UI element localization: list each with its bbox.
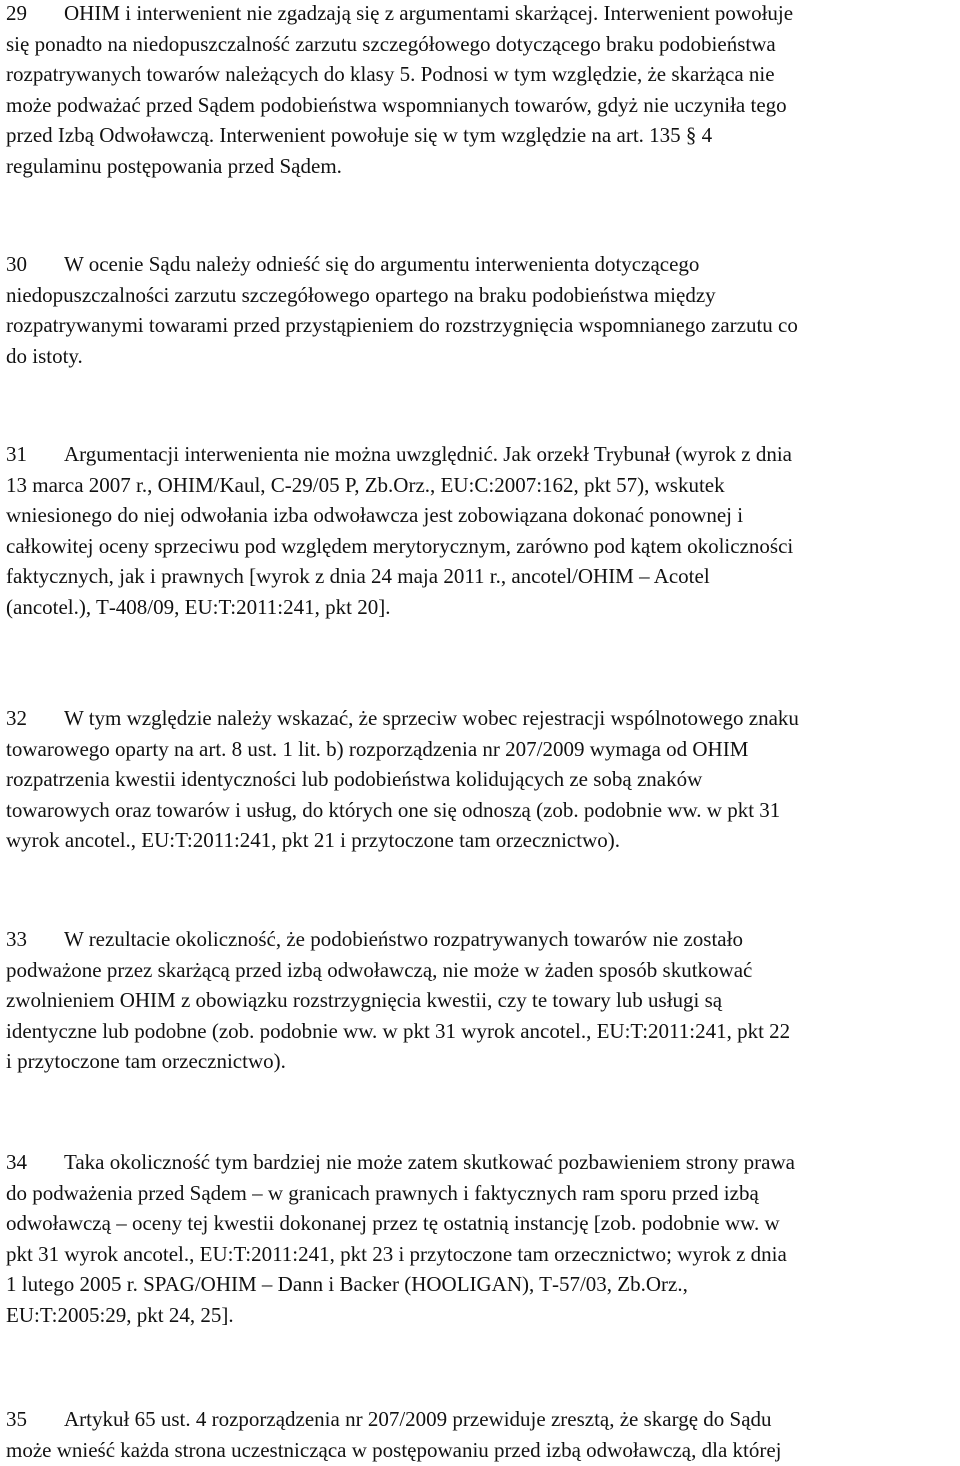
paragraph-text: OHIM i interwenient nie zgadzają się z argumentami skarżącej. Interwenient powołuje: [64, 1, 794, 25]
paragraph-29: [6, 0, 954, 181]
paragraph-line: EU:T:2005:29, pkt 24, 25].: [6, 1302, 234, 1327]
paragraph-number: 32: [6, 706, 27, 730]
paragraph-line: 13 marca 2007 r., OHIM/Kaul, C‑29/05 P, Zb.Orz., EU:C:2007:162, pkt 57), wskutek: [6, 472, 725, 497]
paragraph-line: wyrok ancotel., EU:T:2011:241, pkt 21 i przytoczone tam orzecznictwo).: [6, 828, 620, 852]
paragraph-33: [6, 924, 954, 1077]
paragraph-text: Taka okoliczność tym bardziej nie może zatem skutkować pozbawieniem strony prawa: [64, 1150, 795, 1174]
paragraph-line: identyczne lub podobne (zob. podobnie ww. w pkt 31 wyrok ancotel., EU:T:2011:241, pkt 22: [6, 1018, 791, 1043]
paragraph-31: [6, 439, 954, 622]
paragraph-line: zwolnieniem OHIM z obowiązku rozstrzygnięcia kwestii, czy te towary lub usługi są: [6, 988, 723, 1012]
paragraph-line: [6, 924, 954, 955]
paragraph-line: [6, 439, 954, 470]
paragraph-line: do istoty.: [6, 343, 83, 368]
paragraph-34: [6, 1147, 954, 1330]
paragraph-line: [6, 0, 954, 29]
paragraph-line: przed Izbą Odwoławczą. Interwenient powołuje się w tym względzie na art. 135 § 4: [6, 123, 713, 147]
paragraph-line: towarowego oparty na art. 8 ust. 1 lit. b) rozporządzenia nr 207/2009 wymaga od OHIM: [6, 736, 749, 761]
paragraph-line: odwoławczą – oceny tej kwestii dokonanej przez tę ostatnią instancję [zob. podobnie ww. w: [6, 1211, 780, 1235]
paragraph-text: Artykuł 65 ust. 4 rozporządzenia nr 207/2009 przewiduje zresztą, że skargę do Sądu: [64, 1407, 772, 1431]
paragraph-line: towarowych oraz towarów i usług, do których one się odnoszą (zob. podobnie ww. w pkt 31: [6, 797, 781, 822]
paragraph-line: [6, 1147, 954, 1178]
paragraph-text: Argumentacji interwenienta nie można uwzględnić. Jak orzekł Trybunał (wyrok z dnia: [64, 442, 792, 466]
paragraph-35: [6, 1404, 954, 1465]
paragraph-text: W ocenie Sądu należy odnieść się do argumentu interwenienta dotyczącego: [64, 252, 700, 276]
paragraph-line: może wnieść każda strona uczestnicząca w postępowaniu przed izbą odwoławczą, dla której: [6, 1437, 782, 1462]
paragraph-line: 1 lutego 2005 r. SPAG/OHIM – Dann i Backer (HOOLIGAN), T‑57/03, Zb.Orz.,: [6, 1272, 688, 1296]
paragraph-line: całkowitej oceny sprzeciwu pod względem merytorycznym, zarówno pod kątem okoliczności: [6, 533, 794, 558]
paragraph-line: [6, 703, 954, 734]
paragraph-number: 35: [6, 1407, 27, 1431]
paragraph-line: faktycznych, jak i prawnych [wyrok z dnia 24 maja 2011 r., ancotel/OHIM – Acotel: [6, 564, 710, 588]
paragraph-number: 29: [6, 1, 27, 25]
paragraph-line: rozpatrzenia kwestii identyczności lub podobieństwa kolidujących ze sobą znaków: [6, 767, 703, 791]
paragraph-line: [6, 59, 954, 90]
paragraph-32: [6, 703, 954, 856]
paragraph-line: rozpatrywanymi towarami przed przystąpieniem do rozstrzygnięcia wspomnianego zarzutu co: [6, 313, 798, 337]
paragraph-line: niedopuszczalności zarzutu szczegółowego opartego na braku podobieństwa między: [6, 282, 716, 307]
paragraph-number: 31: [6, 442, 27, 466]
paragraph-line: [6, 1404, 954, 1435]
paragraph-line: pkt 31 wyrok ancotel., EU:T:2011:241, pkt 23 i przytoczone tam orzecznictwo; wyrok z dnia: [6, 1241, 787, 1266]
paragraph-line: podważone przez skarżącą przed izbą odwoławczą, nie może w żaden sposób skutkować: [6, 957, 753, 982]
paragraph-line: [6, 249, 954, 280]
paragraph-line: do podważenia przed Sądem – w granicach prawnych i faktycznych ram sporu przed izbą: [6, 1180, 759, 1205]
paragraph-number: 30: [6, 252, 27, 276]
paragraph-text: W rezultacie okoliczność, że podobieństwo rozpatrywanych towarów nie zostało: [64, 927, 743, 951]
paragraph-line: i przytoczone tam orzecznictwo).: [6, 1049, 286, 1073]
paragraph-line: się ponadto na niedopuszczalność zarzutu szczegółowego dotyczącego braku podobieństwa: [6, 31, 776, 56]
paragraph-line: (ancotel.), T‑408/09, EU:T:2011:241, pkt 20].: [6, 594, 391, 619]
paragraph-number: 34: [6, 1150, 27, 1174]
paragraph-line: wniesionego do niej odwołania izba odwoławcza jest zobowiązana dokonać ponownej i: [6, 503, 744, 527]
paragraph-text: W tym względzie należy wskazać, że sprzeciw wobec rejestracji wspólnotowego znaku: [64, 706, 799, 730]
paragraph-30: [6, 249, 954, 371]
paragraph-line: regulaminu postępowania przed Sądem.: [6, 153, 342, 178]
paragraph-number: 33: [6, 927, 27, 951]
paragraph-line: może podważać przed Sądem podobieństwa wspomnianych towarów, gdyż nie uczyniła tego: [6, 92, 787, 117]
paragraph-text: rozpatrywanych towarów należących do klasy 5. Podnosi w tym względzie, że skarżąca nie: [6, 62, 775, 86]
